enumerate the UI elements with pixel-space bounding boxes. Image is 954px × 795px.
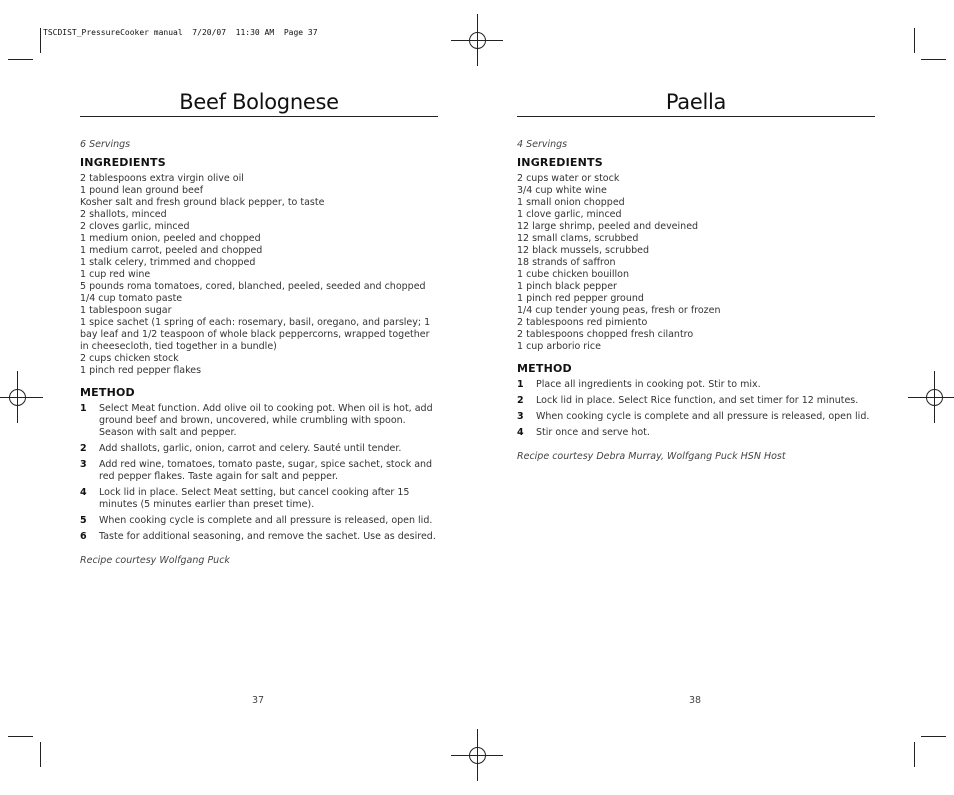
method-step (517, 411, 875, 423)
crop-mark-top-left-h (8, 59, 33, 60)
step-text: Stir once and serve hot. (536, 427, 650, 438)
step-text: Lock lid in place. Select Rice function, and set timer for 12 minutes. (536, 395, 859, 406)
ingredient-item: 1 small onion chopped (517, 197, 625, 208)
ingredient-item: 1 medium onion, peeled and chopped (80, 233, 261, 244)
step-number: 3 (517, 411, 524, 422)
recipe-courtesy: Recipe courtesy Wolfgang Puck (80, 555, 230, 566)
step-number: 3 (80, 459, 87, 470)
ingredient-item: 12 black mussels, scrubbed (517, 245, 650, 256)
step-number: 1 (517, 379, 524, 390)
method-step (80, 515, 438, 527)
ingredient-item: 2 cups chicken stock (80, 353, 179, 364)
servings: 6 Servings (80, 139, 131, 150)
recipe-page-beef-bolognese (80, 92, 438, 567)
method-step (80, 487, 438, 511)
ingredients-list (80, 173, 438, 377)
method-heading: METHOD (80, 386, 135, 399)
ingredient-item: 12 small clams, scrubbed (517, 233, 639, 244)
step-text: Taste for additional seasoning, and remove the sachet. Use as desired. (99, 531, 436, 542)
ingredients-heading: INGREDIENTS (80, 156, 166, 169)
ingredient-item: 1 pinch red pepper flakes (80, 365, 202, 376)
crop-mark-bottom-right-v (914, 742, 915, 767)
method-heading: METHOD (517, 362, 572, 375)
method-step (80, 443, 438, 455)
ingredient-item: 1 cube chicken bouillon (517, 269, 629, 280)
ingredient-item: 1 cup red wine (80, 269, 151, 280)
step-number: 4 (80, 487, 87, 498)
ingredients-heading: INGREDIENTS (517, 156, 603, 169)
ingredient-item: 1/4 cup tomato paste (80, 293, 183, 304)
crop-mark-bottom-left-v (40, 742, 41, 767)
title-rule (517, 116, 875, 117)
title-rule (80, 116, 438, 117)
ingredient-item: 3/4 cup white wine (517, 185, 607, 196)
step-text: Add red wine, tomatoes, tomato paste, sugar, spice sachet, stock and red pepper flakes. Taste again for salt and pepper. (99, 459, 433, 482)
ingredient-item: 1 pinch black pepper (517, 281, 617, 292)
ingredient-item: 18 strands of saffron (517, 257, 616, 268)
step-text: Select Meat function. Add olive oil to cooking pot. When oil is hot, add ground beef and brown, uncovered, while crumbling with spoon. Season with salt and pepper. (99, 403, 433, 438)
step-number: 6 (80, 531, 87, 542)
ingredient-item: 2 shallots, minced (80, 209, 167, 220)
step-number: 2 (80, 443, 87, 454)
method-step (517, 427, 875, 439)
crop-mark-top-right-v (914, 28, 915, 53)
recipe-title: Paella (665, 90, 727, 114)
crop-mark-bottom-right-h (921, 736, 946, 737)
servings: 4 Servings (517, 139, 568, 150)
ingredient-item: 1 pound lean ground beef (80, 185, 204, 196)
step-text: Lock lid in place. Select Meat setting, but cancel cooking after 15 minutes (5 minutes earlier than preset time). (99, 487, 410, 510)
method-step (517, 379, 875, 391)
step-number: 4 (517, 427, 524, 438)
crop-mark-top-left-v (40, 28, 41, 53)
method-steps (80, 403, 438, 543)
crop-mark-bottom-left-h (8, 736, 33, 737)
ingredient-item: 1 medium carrot, peeled and chopped (80, 245, 263, 256)
crop-mark-top-right-h (921, 59, 946, 60)
ingredient-item: 1 cup arborio rice (517, 341, 601, 352)
method-step (80, 531, 438, 543)
ingredient-item: 1 tablespoon sugar (80, 305, 172, 316)
ingredient-item: 2 tablespoons chopped fresh cilantro (517, 329, 694, 340)
ingredient-item: 12 large shrimp, peeled and deveined (517, 221, 699, 232)
ingredient-item: 2 tablespoons extra virgin olive oil (80, 173, 244, 184)
method-steps (517, 379, 875, 439)
step-text: Place all ingredients in cooking pot. Stir to mix. (536, 379, 761, 390)
ingredient-item: 2 tablespoons red pimiento (517, 317, 648, 328)
ingredient-item: 1 clove garlic, minced (517, 209, 622, 220)
step-number: 1 (80, 403, 87, 414)
step-text: When cooking cycle is complete and all pressure is released, open lid. (99, 515, 433, 526)
recipe-title: Beef Bolognese (179, 90, 339, 114)
print-slug-line: TSCDIST_PressureCooker manual 7/20/07 11:30 AM Page 37 (43, 28, 318, 37)
method-step (517, 395, 875, 407)
method-step (80, 403, 438, 439)
page-number-left: 37 (252, 695, 265, 706)
recipe-page-paella (517, 92, 875, 463)
step-number: 5 (80, 515, 87, 526)
ingredients-list (517, 173, 875, 353)
ingredient-item: 2 cloves garlic, minced (80, 221, 190, 232)
step-text: Add shallots, garlic, onion, carrot and celery. Sauté until tender. (99, 443, 402, 454)
step-text: When cooking cycle is complete and all pressure is released, open lid. (536, 411, 870, 422)
ingredient-item: 1 stalk celery, trimmed and chopped (80, 257, 256, 268)
step-number: 2 (517, 395, 524, 406)
ingredient-item: 5 pounds roma tomatoes, cored, blanched, peeled, seeded and chopped (80, 281, 426, 292)
method-step (80, 459, 438, 483)
recipe-courtesy: Recipe courtesy Debra Murray, Wolfgang Puck HSN Host (517, 451, 786, 462)
ingredient-item: 1/4 cup tender young peas, fresh or frozen (517, 305, 721, 316)
ingredient-item: 1 spice sachet (1 spring of each: rosemary, basil, oregano, and parsley; 1 bay leaf and 1/2 teaspoon of whole black peppercorns, wrapped together in cheesecloth, tied together in a bundle) (80, 317, 431, 352)
page-number-right: 38 (689, 695, 702, 706)
ingredient-item: 2 cups water or stock (517, 173, 620, 184)
ingredient-item: 1 pinch red pepper ground (517, 293, 644, 304)
ingredient-item: Kosher salt and fresh ground black pepper, to taste (80, 197, 325, 208)
